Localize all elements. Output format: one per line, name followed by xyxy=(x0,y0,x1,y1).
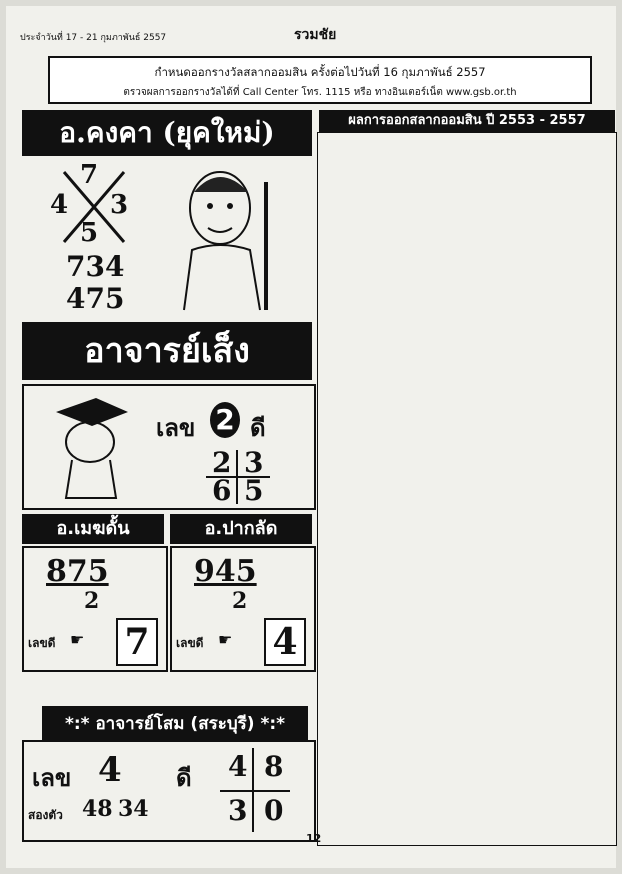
kongka-right: 3 xyxy=(110,190,129,220)
pointing-hand-icon: ☛ xyxy=(70,630,85,649)
seng-lek: เลข xyxy=(156,414,196,442)
paklad-title: อ.ปากลัด xyxy=(170,514,312,544)
som-tl: 4 xyxy=(228,750,248,783)
mem-title: อ.เมฆดั้น xyxy=(22,514,164,544)
kongka-top: 7 xyxy=(80,160,99,190)
som-n2: 34 xyxy=(118,796,149,822)
mem-sub: 2 xyxy=(84,588,100,614)
paklad-sub: 2 xyxy=(232,588,248,614)
seng-title: อาจารย์เส็ง xyxy=(22,322,312,380)
kongka-title: อ.คงคา (ยุคใหม่) xyxy=(22,110,312,156)
page xyxy=(6,6,616,868)
seng-bl: 6 xyxy=(212,474,232,507)
announcement-banner xyxy=(48,56,592,104)
banner-line1: กำหนดออกรางวัลสลากออมสิน ครั้งต่อไปวันที่ 16 กุมภาพันธ์ 2557 xyxy=(154,65,486,79)
pointing-hand-icon: ☛ xyxy=(218,630,233,649)
som-br: 0 xyxy=(264,794,284,827)
kongka-number-1: 734 xyxy=(66,250,125,283)
som-n1: 48 xyxy=(82,796,113,822)
header-logo: รวมชัย xyxy=(294,27,337,43)
som-dee: ดี xyxy=(176,764,192,792)
seng-tl: 2 xyxy=(212,446,232,479)
page-number: 12 xyxy=(306,832,322,845)
som-lek: เลข xyxy=(32,764,72,792)
seng-two: 2 xyxy=(210,402,240,438)
banner-line2: ตรวจผลการออกรางวัลได้ที่ Call Center โทร. 1115 หรือ ทางอินเตอร์เน็ต www.gsb.or.th xyxy=(123,87,517,98)
seng-dee: ดี xyxy=(250,414,266,442)
paklad-big: 4 xyxy=(264,618,306,666)
paklad-lekdee: เลขดี xyxy=(176,636,204,650)
som-cross-h xyxy=(220,790,290,792)
header-date: ประจำวันที่ 17 - 21 กุมภาพันธ์ 2557 xyxy=(20,33,167,43)
mem-number: 875 xyxy=(46,554,109,589)
graduate-cartoon-icon xyxy=(36,390,128,500)
seng-br: 5 xyxy=(244,474,264,507)
paklad-number: 945 xyxy=(194,554,257,589)
kongka-bottom: 5 xyxy=(80,218,99,248)
som-bl: 3 xyxy=(228,794,248,827)
results-frame xyxy=(317,132,617,846)
som-title: *:* อาจารย์โสม (สระบุรี) *:* xyxy=(42,706,308,742)
mem-big: 7 xyxy=(116,618,158,666)
som-song: สองตัว xyxy=(28,808,63,822)
mem-lekdee: เลขดี xyxy=(28,636,56,650)
seng-tr: 3 xyxy=(244,446,264,479)
som-tr: 8 xyxy=(264,750,284,783)
kongka-number-2: 475 xyxy=(66,282,125,315)
man-caricature-icon xyxy=(164,162,284,312)
kongka-left: 4 xyxy=(50,190,69,220)
som-four: 4 xyxy=(98,750,122,790)
results-title: ผลการออกสลากออมสิน ปี 2553 - 2557 xyxy=(319,110,615,132)
